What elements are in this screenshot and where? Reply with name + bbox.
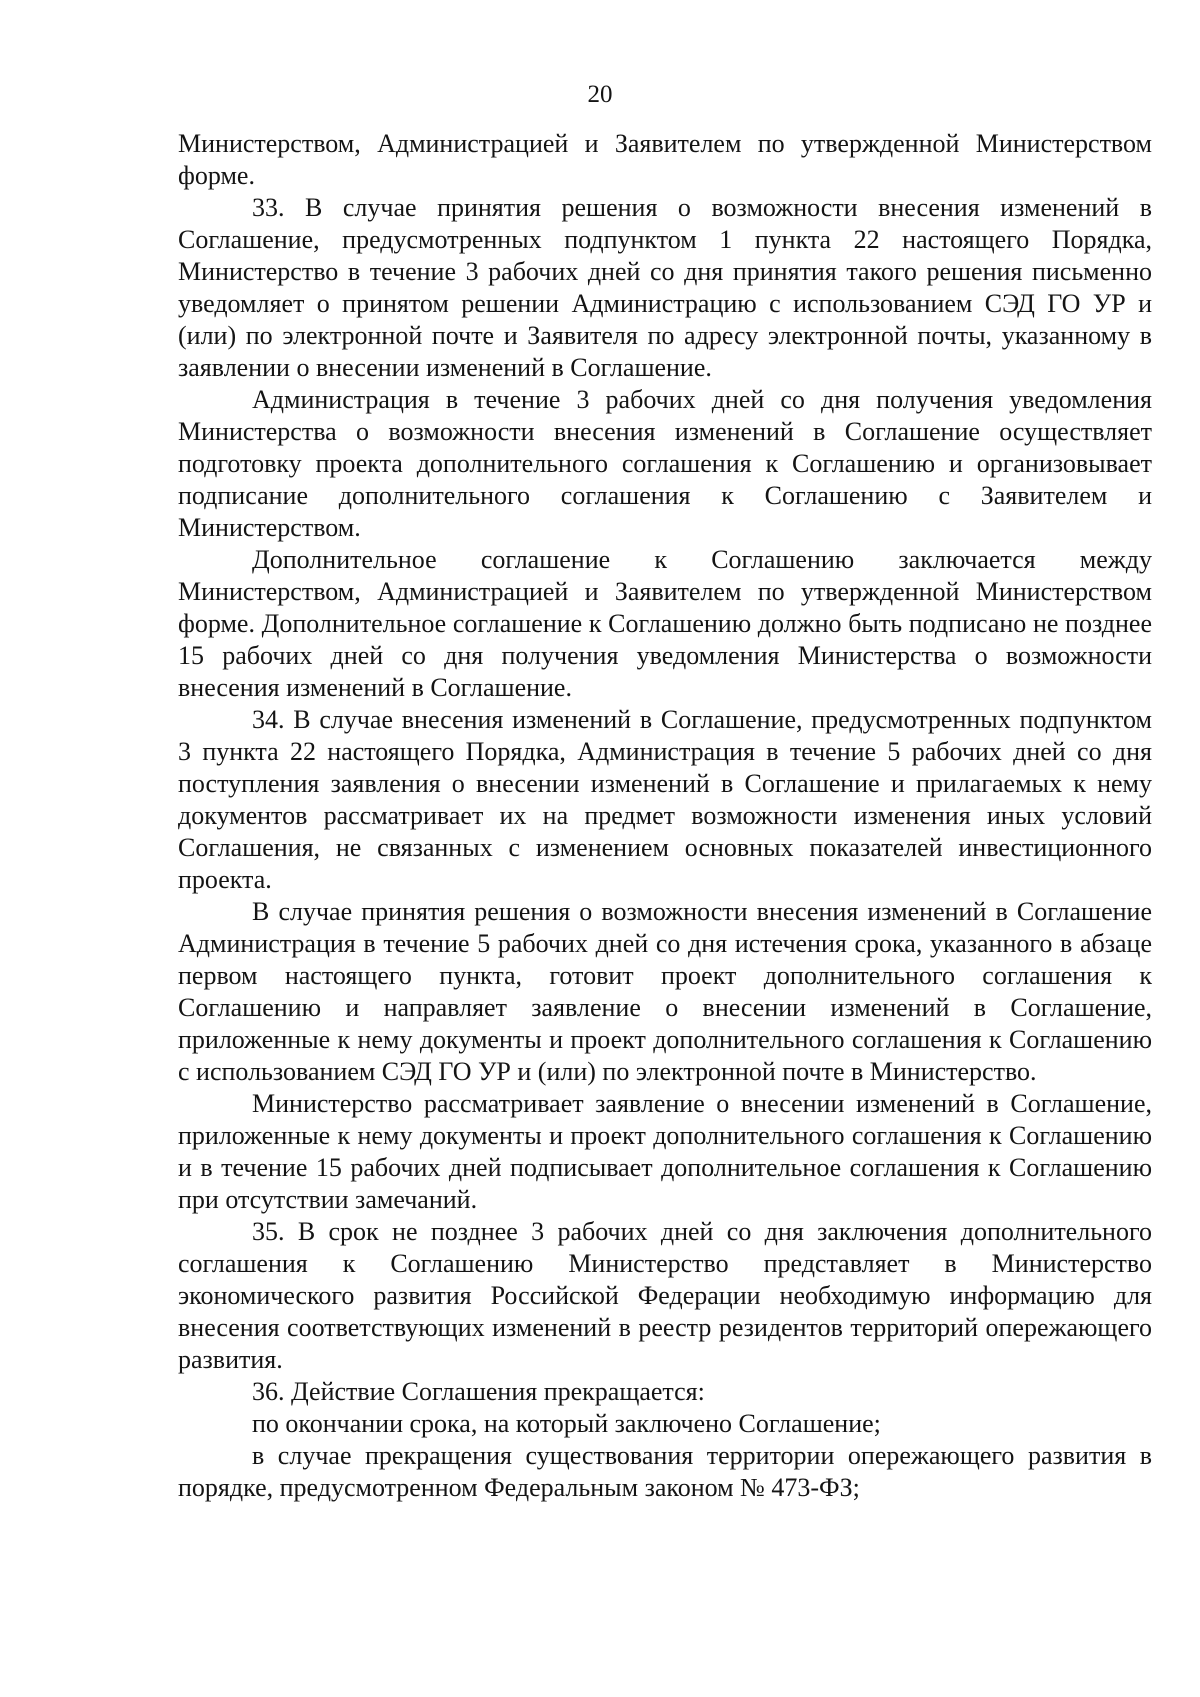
page-number: 20 xyxy=(587,81,613,108)
paragraph-administration-preparation: Администрация в течение 3 рабочих дней со дня получения уведомления Министерства о возможности внесения изменений в Соглашение осуществляет подготовку проекта дополнительного соглашения к Соглашению и организовывает подписание дополнительного соглашения к Соглашению с Заявителем и Министерством. xyxy=(178,385,1152,542)
paragraph-34: 34. В случае внесения изменений в Соглашение, предусмотренных подпунктом 3 пункта 22 настоящего Порядка, Администрация в течение 5 рабочих дней со дня поступления заявления о внесении изменений в Соглашение и прилагаемых к нему документов рассматривает их на предмет возможности изменения иных условий Соглашения, не связанных с изменением основных показателей инвестиционного проекта. xyxy=(178,705,1152,894)
paragraph-33: 33. В случае принятия решения о возможности внесения изменений в Соглашение, предусмотренных подпунктом 1 пункта 22 настоящего Порядка, Министерство в течение 3 рабочих дней со дня принятия такого решения письменно уведомляет о принятом решении Администрацию с использованием СЭД ГО УР и (или) по электронной почте и Заявителя по адресу электронной почты, указанному в заявлении о внесении изменений в Соглашение. xyxy=(178,193,1152,382)
paragraph-36: 36. Действие Соглашения прекращается: xyxy=(252,1377,705,1406)
list-item-territory-termination: в случае прекращения существования территории опережающего развития в порядке, предусмотренном Федеральным законом № 473-ФЗ; xyxy=(178,1441,1152,1502)
list-item-term-expiry: по окончании срока, на который заключено Соглашение; xyxy=(252,1409,881,1438)
paragraph-continuation: Министерством, Администрацией и Заявителем по утвержденной Министерством форме. xyxy=(178,129,1152,190)
paragraph-ministry-review: Министерство рассматривает заявление о внесении изменений в Соглашение, приложенные к нему документы и проект дополнительного соглашения к Соглашению и в течение 15 рабочих дней подписывает дополнительное соглашения к Соглашению при отсутствии замечаний. xyxy=(178,1089,1152,1214)
paragraph-decision: В случае принятия решения о возможности внесения изменений в Соглашение Администрация в течение 5 рабочих дней со дня истечения срока, указанного в абзаце первом настоящего пункта, готовит проект дополнительного соглашения к Соглашению и направляет заявление о внесении изменений в Соглашение, приложенные к нему документы и проект дополнительного соглашения к Соглашению с использованием СЭД ГО УР и (или) по электронной почте в Министерство. xyxy=(178,897,1152,1086)
paragraph-35: 35. В срок не позднее 3 рабочих дней со дня заключения дополнительного соглашения к Соглашению Министерство представляет в Министерство экономического развития Российской Федерации необходимую информацию для внесения соответствующих изменений в реестр резидентов территорий опережающего развития. xyxy=(178,1217,1152,1374)
paragraph-additional-agreement: Дополнительное соглашение к Соглашению заключается между Министерством, Администрацией и Заявителем по утвержденной Министерством форме. Дополнительное соглашение к Соглашению должно быть подписано не позднее 15 рабочих дней со дня получения уведомления Министерства о возможности внесения изменений в Соглашение. xyxy=(178,545,1152,702)
document-body xyxy=(178,128,1152,1504)
